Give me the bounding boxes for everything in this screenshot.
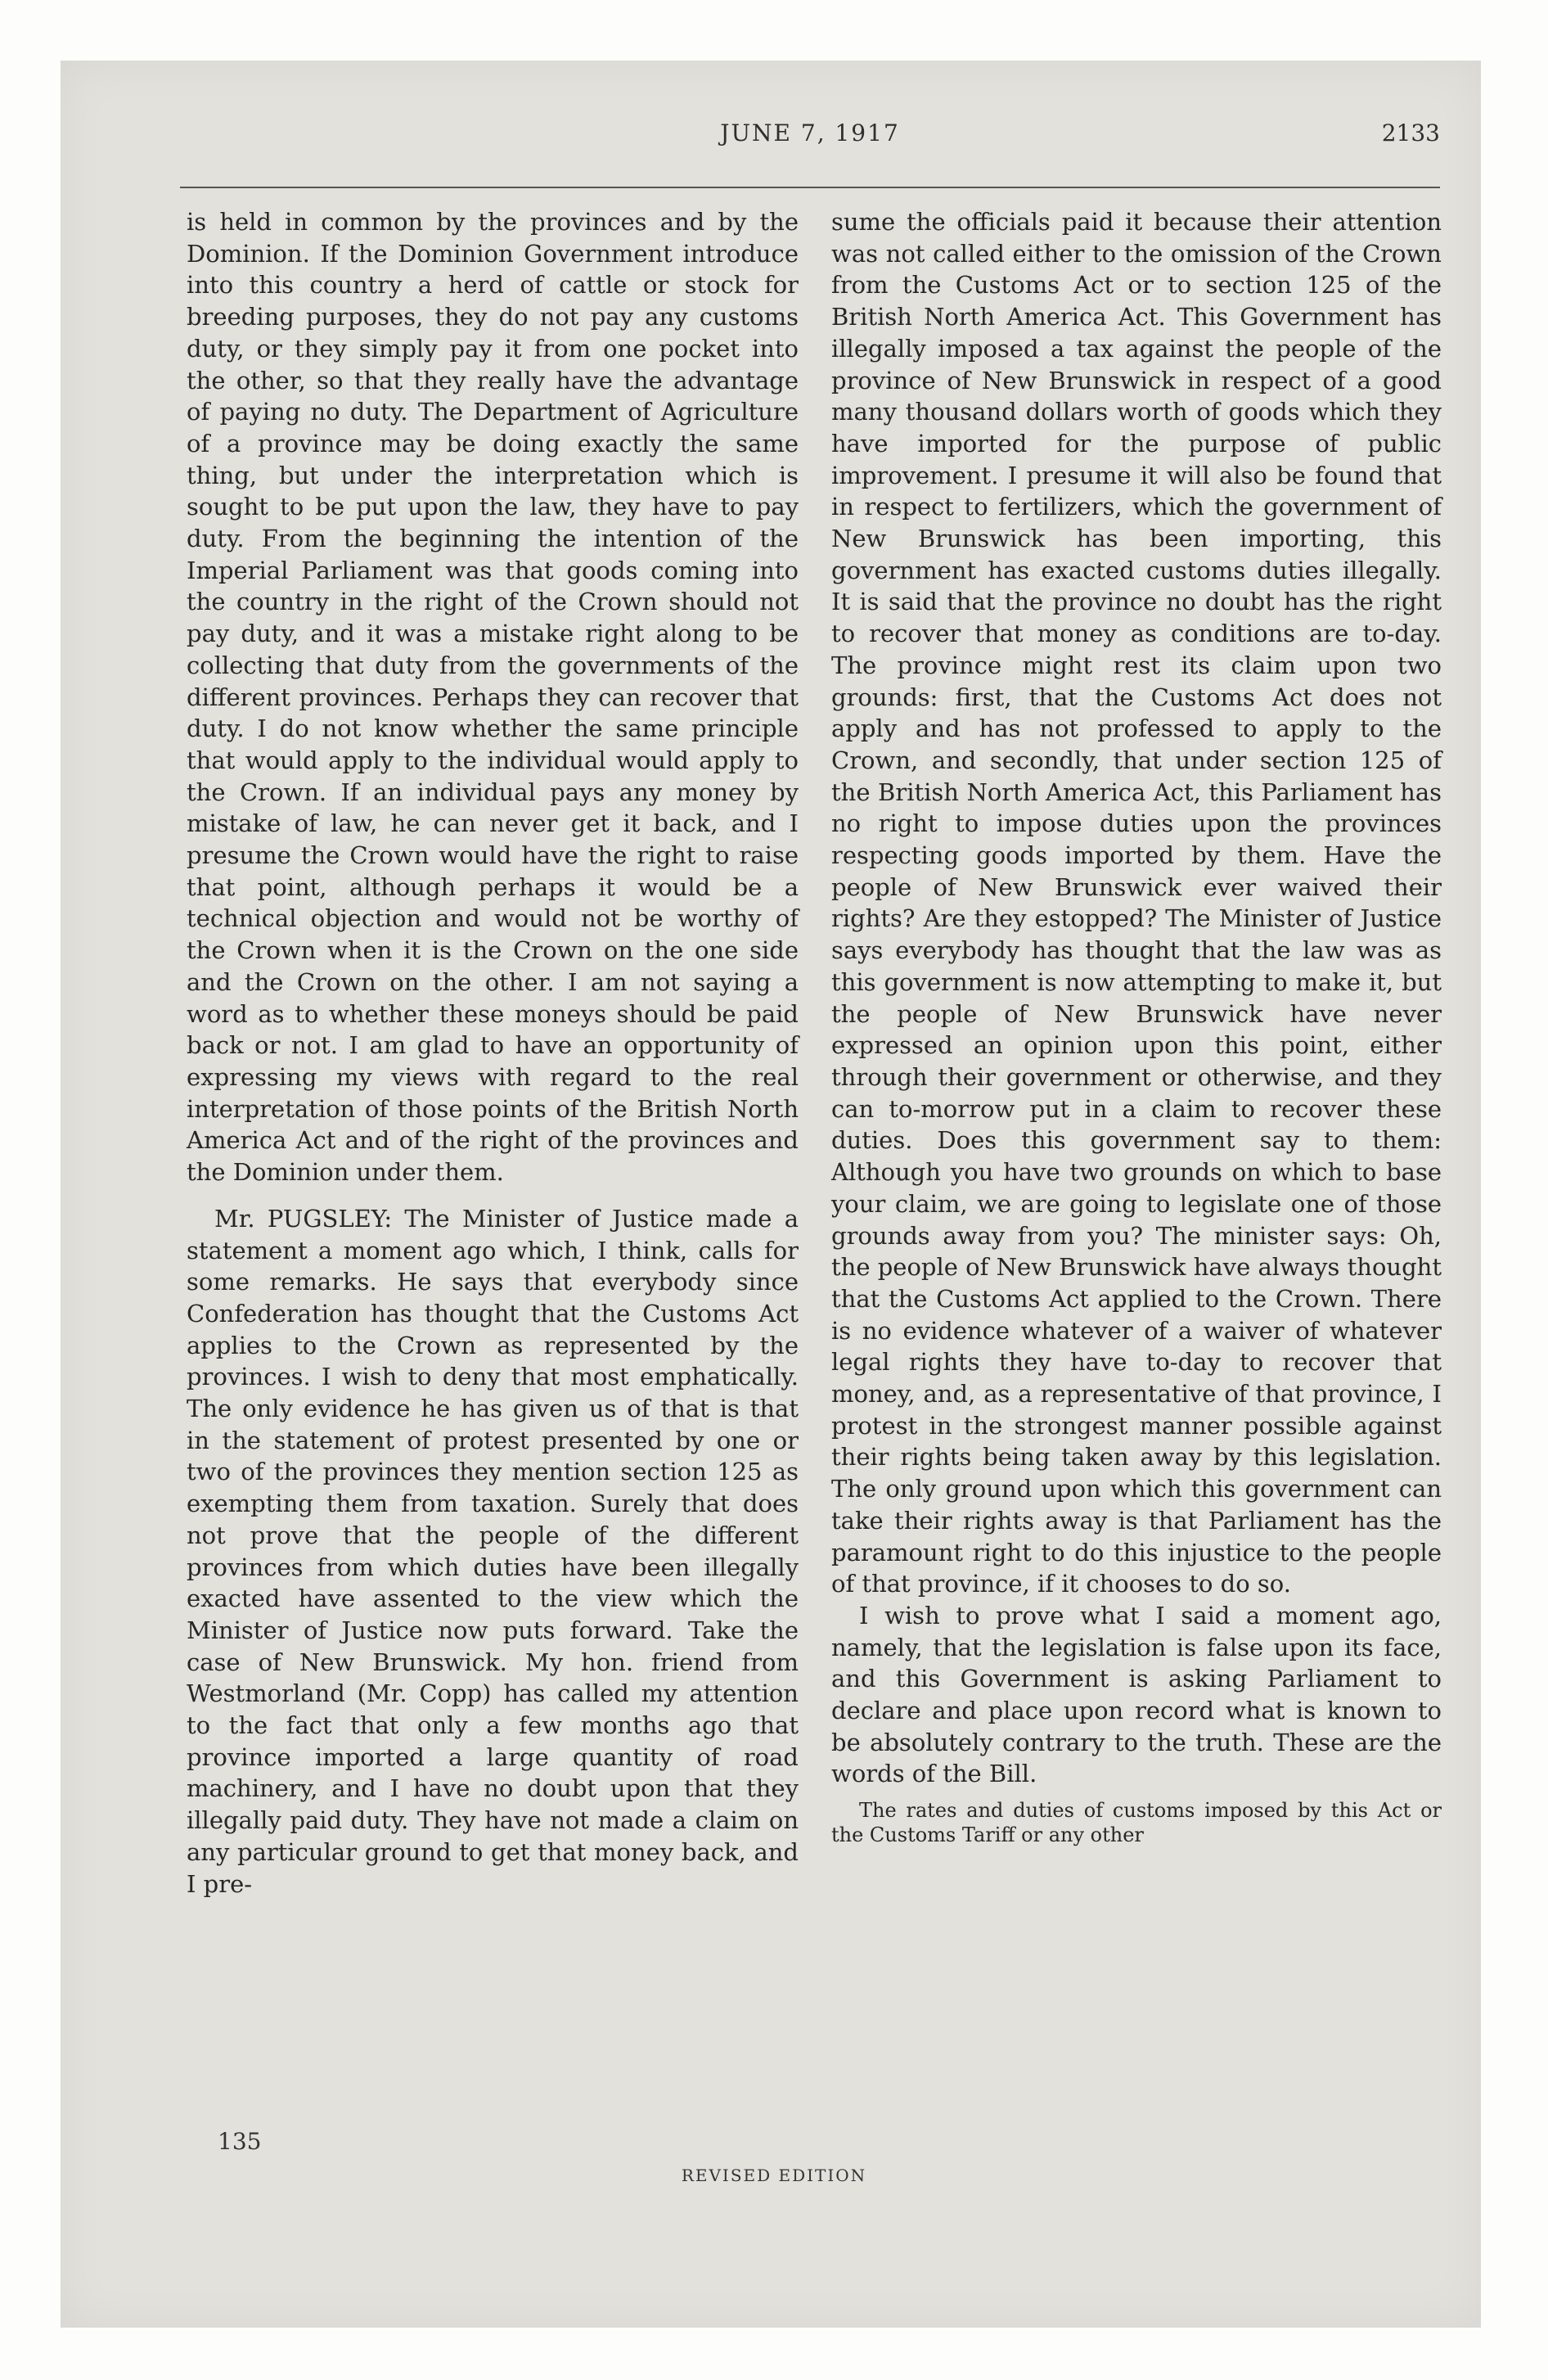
header-rule (180, 187, 1440, 188)
header-date: JUNE 7, 1917 (720, 119, 900, 146)
left-column (187, 206, 799, 1900)
bill-quote: The rates and duties of customs imposed by this Act or the Customs Tariff or any other (831, 1799, 1442, 1847)
left-paragraph-2: Mr. PUGSLEY: The Minister of Justice made a statement a moment ago which, I think, calls for some remarks. He says that everybody since Confederation has thought that the Customs Act applies to the Crown as represented by the provinces. I wish to deny that most emphatically. The only evidence he has given us of that is that in the statement of protest presented by one or two of the provinces they mention section 125 as exempting them from taxation. Surely that does not prove that the people of the different provinces from which duties have been illegally exacted have assented to the view which the Minister of Justice now puts forward. Take the case of New Brunswick. My hon. friend from Westmorland (Mr. Copp) has called my attention to the fact that only a few months ago that province imported a large quantity of road machinery, and I have no doubt upon that they illegally paid duty. They have not made a claim on any particular ground to get that money back, and I pre- (187, 1204, 799, 1898)
header-page-number: 2133 (1381, 119, 1440, 146)
page-header (180, 119, 1440, 169)
right-paragraph-2: I wish to prove what I said a moment ago, namely, that the legislation is false upon its face, and this Government is asking Parliament to declare and place upon record what is known to be absolutely contrary to the truth. These are the words of the Bill. (831, 1601, 1442, 1788)
right-paragraph-1: sume the officials paid it because their attention was not called either to the omission of the Crown from the Customs Act or to section 125 of the British North America Act. This Government has illegally imposed a tax against the people of the province of New Brunswick in respect of a good many thousand dollars worth of goods which they have imported for the purpose of public improvement. I presume it will also be found that in respect to fertilizers, which the government of New Brunswick has been importing, this government has exacted customs duties illegally. It is said that the province no doubt has the right to recover that money as conditions are to-day. The province might rest its claim upon two grounds: first, that the Customs Act does not apply and has not professed to apply to the Crown, and secondly, that under section 125 of the British North America Act, this Parliament has no right to impose duties upon the provinces respecting goods imported by them. Have the people of New Brunswick ever waived their rights? Are they estopped? The Minister of Justice says everybody has thought that the law was as this government is now attempting to make it, but the people of New Brunswick have never expressed an opinion upon this point, either through their government or otherwise, and they can to-morrow put in a claim to recover these duties. Does this government say to them: Although you have two grounds on which to base your claim, we are going to legislate one of those grounds away from you? The minister says: Oh, the people of New Brunswick have always thought that the Customs Act applied to the Crown. There is no evidence whatever of a waiver of whatever legal rights they have to-day to recover that money, and, as a representative of that province, I protest in the strongest manner possible against their rights being taken away by this legislation. The only ground upon which this government can take their rights away is that Parliament has the paramount right to do this injustice to the people of that province, if it chooses to do so. (831, 208, 1442, 1598)
right-column (831, 206, 1442, 1847)
left-paragraph-1: is held in common by the provinces and by the Dominion. If the Dominion Government introduce into this country a herd of cattle or stock for breeding purposes, they do not pay any customs duty, or they simply pay it from one pocket into the other, so that they really have the advantage of paying no duty. The Department of Agriculture of a province may be doing exactly the same thing, but under the interpretation which is sought to be put upon the law, they have to pay duty. From the beginning the intention of the Imperial Parliament was that goods coming into the country in the right of the Crown should not pay duty, and it was a mistake right along to be collecting that duty from the governments of the different provinces. Perhaps they can recover that duty. I do not know whether the same principle that would apply to the individual would apply to the Crown. If an individual pays any money by mistake of law, he can never get it back, and I presume the Crown would have the right to raise that point, although perhaps it would be a technical objection and would not be worthy of the Crown when it is the Crown on the one side and the Crown on the other. I am not saying a word as to whether these moneys should be paid back or not. I am glad to have an opportunity of expressing my views with regard to the real interpretation of those points of the British North America Act and of the right of the provinces and the Dominion under them. (187, 208, 799, 1187)
footer-revised-edition: REVISED EDITION (681, 2166, 867, 2185)
signature-mark: 135 (218, 2128, 262, 2155)
